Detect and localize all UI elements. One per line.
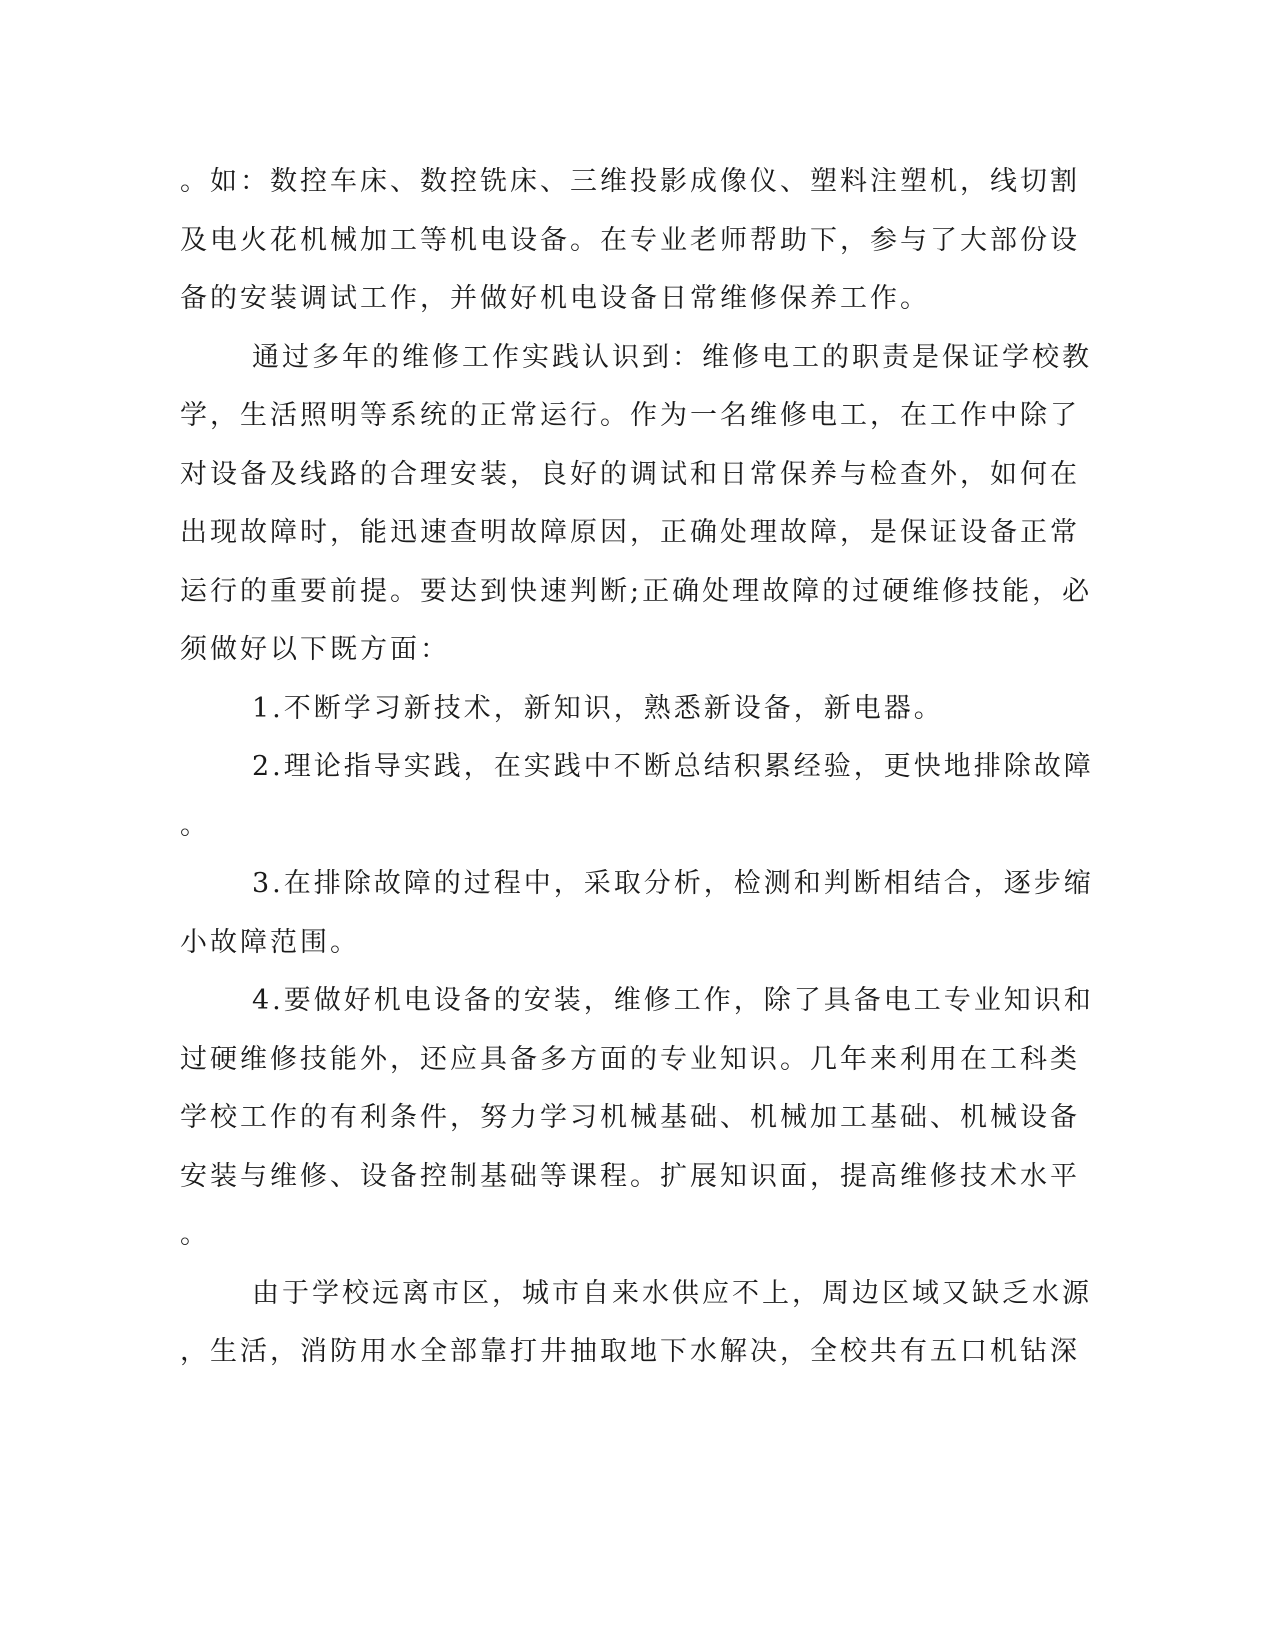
- text-line: 。: [180, 1219, 210, 1250]
- text-line: 小故障范围。: [180, 927, 360, 958]
- text-line: 安装与维修、设备控制基础等课程。扩展知识面，提高维修技术水平: [180, 1161, 1080, 1192]
- text-line: 过硬维修技能外，还应具备多方面的专业知识。几年来利用在工科类: [180, 1044, 1080, 1075]
- text-line: 。: [180, 810, 210, 841]
- text-line: 3.在排除故障的过程中，采取分析，检测和判断相结合，逐步缩: [252, 868, 1094, 899]
- text-line: 须做好以下既方面：: [180, 634, 450, 665]
- text-line: 运行的重要前提。要达到快速判断;正确处理故障的过硬维修技能，必: [180, 576, 1093, 607]
- text-line: 出现故障时，能迅速查明故障原因，正确处理故障，是保证设备正常: [180, 517, 1080, 548]
- text-line: 及电火花机械加工等机电设备。在专业老师帮助下，参与了大部份设: [180, 225, 1080, 256]
- text-line: 备的安装调试工作，并做好机电设备日常维修保养工作。: [180, 283, 930, 314]
- text-line: 。如：数控车床、数控铣床、三维投影成像仪、塑料注塑机，线切割: [180, 166, 1080, 197]
- text-line: 由于学校远离市区，城市自来水供应不上，周边区域又缺乏水源: [252, 1278, 1092, 1309]
- text-line: 1.不断学习新技术，新知识，熟悉新设备，新电器。: [252, 693, 944, 724]
- text-line: 通过多年的维修工作实践认识到：维修电工的职责是保证学校教: [252, 342, 1092, 373]
- text-line: ，生活，消防用水全部靠打井抽取地下水解决，全校共有五口机钻深: [180, 1336, 1080, 1367]
- text-line: 学校工作的有利条件，努力学习机械基础、机械加工基础、机械设备: [180, 1102, 1080, 1133]
- text-line: 对设备及线路的合理安装，良好的调试和日常保养与检查外，如何在: [180, 459, 1080, 490]
- text-line: 学，生活照明等系统的正常运行。作为一名维修电工，在工作中除了: [180, 400, 1080, 431]
- text-line: 4.要做好机电设备的安装，维修工作，除了具备电工专业知识和: [252, 985, 1094, 1016]
- text-line: 2.理论指导实践，在实践中不断总结积累经验，更快地排除故障: [252, 751, 1094, 782]
